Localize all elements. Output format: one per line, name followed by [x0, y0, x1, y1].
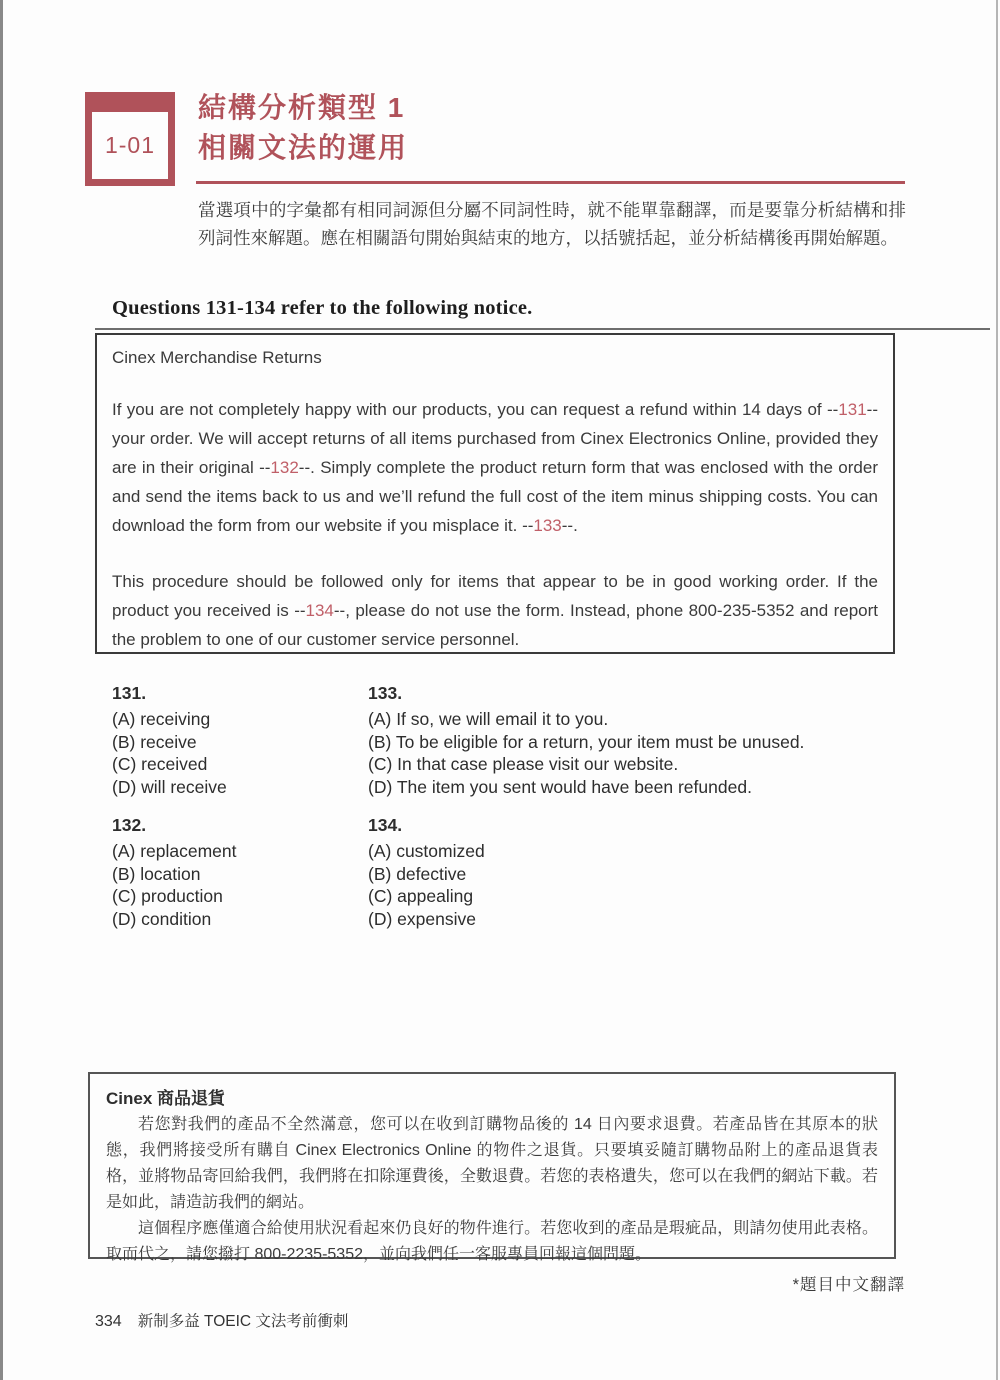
question-option-a: (A) replacement — [112, 841, 237, 861]
notice-paragraph-1 — [112, 395, 878, 540]
notice-text-segment: This procedure should be followed only for items that appear to be in good working order. If the product you received is -- — [112, 572, 878, 620]
question-133 — [368, 683, 868, 798]
notice-text-segment: --. Simply complete the product return form that was enclosed with the order and send the items back to us and we’ll refund the full cost of the item minus shipping costs. You can download the form from our website if you misplace it. -- — [112, 458, 878, 535]
question-134 — [368, 815, 868, 930]
translation-paragraph-2: 這個程序應僅適合給使用狀況看起來仍良好的物件進行。若您收到的產品是瑕疵品，則請勿使用此表格。取而代之，請您撥打 800-2235-5352，並向我們任一客服專員回報這個問題。 — [106, 1220, 878, 1263]
notice-text-segment: -- your order. We will accept returns of all items purchased from Cinex Electronics Online, provided they are in their original -- — [112, 400, 878, 477]
question-option-b: (B) location — [112, 863, 201, 884]
notice-box — [95, 333, 895, 654]
question-number: 132. — [112, 815, 147, 835]
question-option-d: (D) The item you sent would have been refunded. — [368, 776, 752, 797]
chapter-title — [198, 88, 408, 168]
questions-heading: Questions 131-134 refer to the following notice. — [112, 297, 533, 319]
question-option-a: (A) receiving — [112, 709, 211, 729]
page-right-edge — [996, 0, 998, 1380]
question-option-c: (C) appealing — [368, 886, 474, 906]
notice-title: Cinex Merchandise Returns — [112, 348, 322, 367]
question-option-c: (C) In that case please visit our website. — [368, 754, 679, 774]
question-option-c: (C) production — [112, 886, 223, 906]
blank-number-132: 132 — [270, 458, 299, 477]
unit-number-label: 1-01 — [92, 112, 168, 179]
chapter-title-line1: 結構分析類型 1 — [198, 92, 406, 123]
notice-text-segment: --, please do not use the form. Instead, phone 800-235-5352 and report the problem to one of our customer service personnel. — [112, 601, 878, 649]
question-option-b: (B) receive — [112, 731, 197, 752]
blank-number-134: 134 — [305, 601, 334, 620]
question-option-b: (B) To be eligible for a return, your item must be unused. — [368, 731, 805, 752]
heading-divider-rule — [95, 328, 990, 330]
question-option-c: (C) received — [112, 754, 208, 774]
translation-title: Cinex 商品退貨 — [106, 1089, 226, 1108]
translation-box — [88, 1072, 896, 1263]
blank-number-133: 133 — [533, 516, 562, 535]
translation-footnote: *題目中文翻譯 — [792, 1276, 905, 1294]
question-option-d: (D) condition — [112, 908, 212, 929]
notice-paragraph-2 — [112, 567, 878, 654]
unit-number-badge — [85, 92, 175, 186]
translation-paragraph-1: 若您對我們的產品不全然滿意，您可以在收到訂購物品後的 14 日內要求退費。若產品皆在其原本的狀態，我們將接受所有購自 Cinex Electronics Online 的物件之退貨。只要填妥隨訂購物品附上的產品退貨表格，並將物品寄回給我們，我們將在扣除運費後，全數退費。若您的表格遺失，您可以在我們的網站下載。若是如此，請造訪我們的網站。 — [106, 1116, 878, 1211]
question-option-d: (D) expensive — [368, 908, 476, 929]
question-option-a: (A) customized — [368, 841, 485, 861]
blank-number-131: 131 — [838, 400, 867, 419]
notice-text-segment: If you are not completely happy with our products, you can request a refund within 14 days of -- — [112, 400, 839, 419]
title-underline-rule — [196, 181, 905, 184]
chapter-title-line2: 相關文法的運用 — [198, 132, 409, 163]
page-left-edge — [0, 0, 3, 1380]
question-option-b: (B) defective — [368, 863, 467, 884]
question-number: 131. — [112, 683, 147, 703]
question-option-d: (D) will receive — [112, 776, 227, 797]
book-title: 新制多益 TOEIC 文法考前衝刺 — [137, 1313, 349, 1330]
notice-text-segment: --. — [561, 516, 578, 535]
intro-paragraph: 當選項中的字彙都有相同詞源但分屬不同詞性時，就不能單靠翻譯，而是要靠分析結構和排列詞性來解題。應在相關語句開始與結束的地方，以括號括起，並分析結構後再開始解題。 — [198, 200, 906, 248]
page-footer — [95, 1309, 348, 1331]
question-number: 134. — [368, 815, 403, 835]
question-number: 133. — [368, 683, 403, 703]
page-number: 334 — [95, 1313, 122, 1330]
question-option-a: (A) If so, we will email it to you. — [368, 709, 609, 729]
